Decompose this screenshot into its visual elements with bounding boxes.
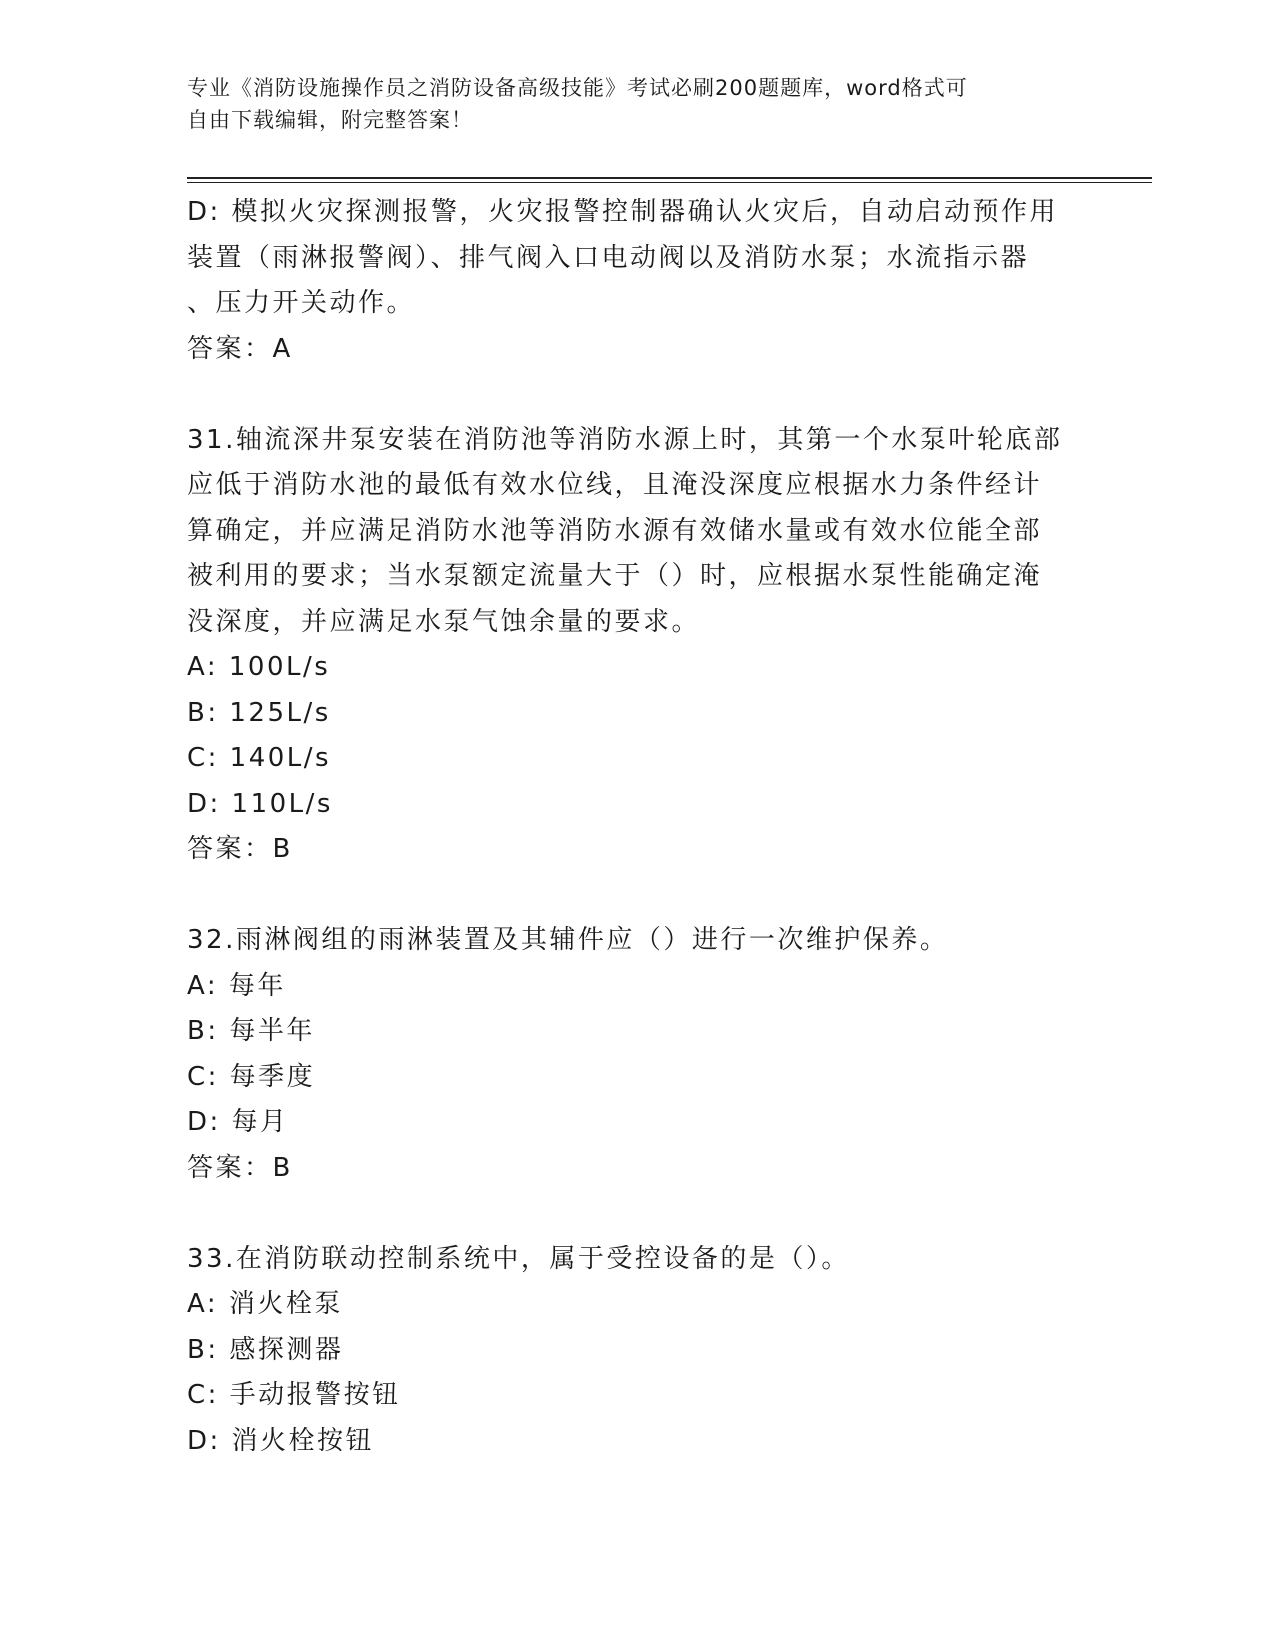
option-a: A: 每年: [187, 970, 286, 1001]
question-stem-line: 被利用的要求；当水泵额定流量大于（）时，应根据水泵性能确定淹: [187, 561, 1043, 591]
option-b: B: 每半年: [187, 1016, 315, 1046]
header-rule-thick: [187, 177, 1152, 179]
answer: 答案：A: [187, 333, 293, 364]
document-header: [187, 72, 1067, 136]
option-d: D: 每月: [187, 1107, 289, 1137]
question-stem-line: 应低于消防水池的最低有效水位线，且淹没深度应根据水力条件经计: [187, 470, 1043, 500]
option-d-line-1: D: 模拟火灾探测报警，火灾报警控制器确认火灾后，自动启动预作用: [187, 197, 1059, 227]
answer: 答案：B: [187, 834, 293, 864]
question-stem-line: 31.轴流深井泵安装在消防池等消防水源上时，其第一个水泵叶轮底部: [187, 424, 1063, 455]
question-30-tail: [187, 190, 1087, 372]
option-d: D: 消火栓按钮: [187, 1425, 375, 1456]
option-c: C: 手动报警按钮: [187, 1380, 401, 1410]
option-b: B: 125L/s: [187, 697, 331, 728]
question-stem-line: 算确定，并应满足消防水池等消防水源有效储水量或有效水位能全部: [187, 515, 1043, 546]
question-32: [187, 918, 1087, 1191]
spacer: [187, 873, 1087, 919]
option-a: A: 100L/s: [187, 652, 331, 682]
option-d-line-2: 装置（雨淋报警阀）、排气阀入口电动阀以及消防水泵；水流指示器: [187, 242, 1030, 273]
question-stem: 32.雨淋阀组的雨淋装置及其辅件应（）进行一次维护保养。: [187, 925, 949, 955]
option-d-line-3: 、压力开关动作。: [187, 288, 416, 318]
question-31: [187, 418, 1087, 873]
option-d: D: 110L/s: [187, 788, 333, 819]
document-body: [187, 190, 1087, 1464]
spacer: [187, 1191, 1087, 1237]
option-b: B: 感探测器: [187, 1334, 344, 1365]
header-line-1: 专业《消防设施操作员之消防设备高级技能》考试必刷200题题库，word格式可: [187, 76, 968, 100]
header-line-2: 自由下载编辑，附完整答案！: [187, 108, 473, 132]
header-rule-thin: [187, 182, 1152, 183]
question-stem: 33.在消防联动控制系统中，属于受控设备的是（）。: [187, 1243, 850, 1274]
question-33: [187, 1237, 1087, 1465]
answer: 答案：B: [187, 1152, 293, 1183]
option-a: A: 消火栓泵: [187, 1289, 343, 1319]
spacer: [187, 372, 1087, 418]
option-c: C: 每季度: [187, 1061, 316, 1092]
option-c: C: 140L/s: [187, 743, 332, 773]
question-stem-line: 没深度，并应满足水泵气蚀余量的要求。: [187, 606, 701, 637]
